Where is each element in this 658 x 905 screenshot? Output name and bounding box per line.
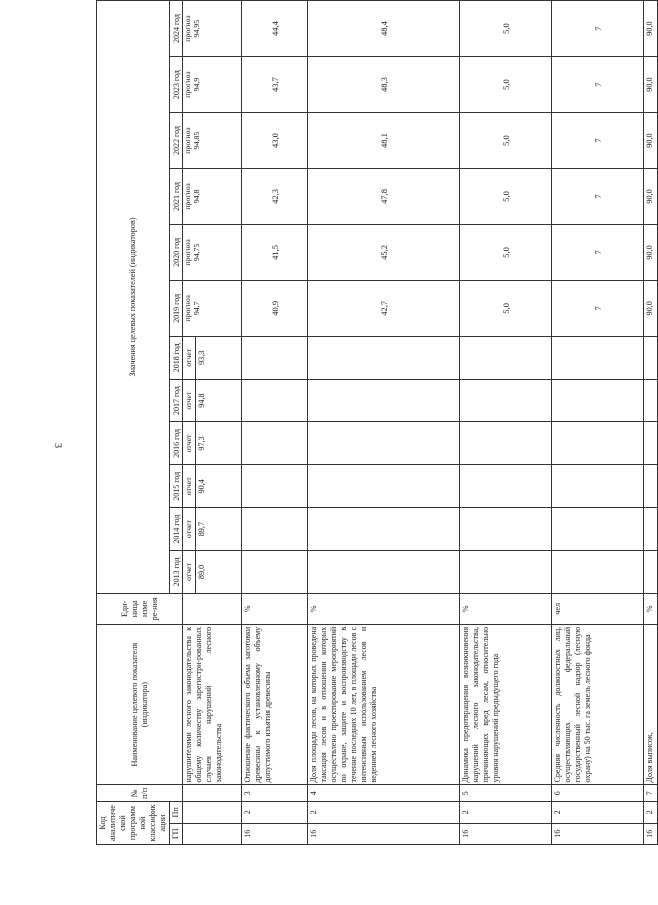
cell-num: 3 xyxy=(242,785,308,802)
cell-value: 7 xyxy=(552,57,644,113)
cell-value xyxy=(552,422,644,465)
cell-value xyxy=(242,422,308,465)
cell-num: 5 xyxy=(460,785,552,802)
header-name: Наименование целевого показателя (индикатора) xyxy=(97,624,183,785)
cell-value: 5,0 xyxy=(460,113,552,169)
cell-value: 89,7 xyxy=(196,508,242,551)
header-year: 2015 год xyxy=(170,465,183,508)
cell-gp: 16 xyxy=(460,823,552,844)
cell-value xyxy=(460,336,552,379)
value: 94,75 xyxy=(192,243,201,262)
cell-value xyxy=(552,465,644,508)
cell-value xyxy=(308,508,460,551)
cell-value xyxy=(460,379,552,422)
table-header xyxy=(97,1,183,845)
header-year: 2021 год xyxy=(170,169,183,225)
cell-gp: 16 xyxy=(242,823,308,844)
cell-value: 43,0 xyxy=(242,113,308,169)
header-year: 2024 год xyxy=(170,1,183,57)
cell-value: 7 xyxy=(552,169,644,225)
table-row xyxy=(183,1,196,845)
cell-value: 7 xyxy=(552,1,644,57)
cell-value: 45,2 xyxy=(308,224,460,280)
cell-pp: 2 xyxy=(242,802,308,823)
table-row xyxy=(552,1,644,845)
cell-value xyxy=(644,465,658,508)
cell-unit: % xyxy=(460,593,552,624)
cell-value: 41,5 xyxy=(242,224,308,280)
header-year: 2014 год xyxy=(170,508,183,551)
cell-value: 5,0 xyxy=(460,57,552,113)
cell-indicator-name: Доля площади лесов, на которых проведена таксация лесов и в отношении которых осуществлено проектирование мероприятий по охране, защите и воспроизводству в течение последних 10 лет, в площади лесов с интенсивным использованием лесов и ведением лесного хозяйства xyxy=(308,624,460,785)
cell-value: 44,4 xyxy=(242,1,308,57)
table-row xyxy=(242,1,308,845)
cell-value xyxy=(644,379,658,422)
header-unit: Еди-ница изме ре-ния xyxy=(97,593,183,624)
cell-value: 48,1 xyxy=(308,113,460,169)
cell-value xyxy=(460,508,552,551)
cell-value: 94,8 xyxy=(196,379,242,422)
cell-value: 90,0 xyxy=(644,57,658,113)
cell-value xyxy=(644,551,658,594)
cell-value-type-and-value xyxy=(183,57,242,113)
cell-value xyxy=(460,465,552,508)
cell-pp: 2 xyxy=(460,802,552,823)
cell-num: 4 xyxy=(308,785,460,802)
cell-value xyxy=(308,336,460,379)
cell-indicator-name: Динамика предотвращения возникновения нарушений лесного законодательства, причиняющих вред лесам, относительно уровня нарушений предыдущего года xyxy=(460,624,552,785)
cell-num xyxy=(183,785,242,802)
cell-value: 93,3 xyxy=(196,336,242,379)
cell-value-type: отчет xyxy=(183,422,196,465)
cell-num: 6 xyxy=(552,785,644,802)
cell-value-type: отчет xyxy=(183,336,196,379)
value: 94,95 xyxy=(192,19,201,38)
cell-value: 48,4 xyxy=(308,1,460,57)
cell-indicator-name: Доля выписок, xyxy=(644,624,658,785)
cell-value: 97,3 xyxy=(196,422,242,465)
cell-gp xyxy=(183,823,242,844)
cell-value xyxy=(308,465,460,508)
cell-value-type-and-value xyxy=(183,113,242,169)
header-num: № п/п xyxy=(97,785,183,802)
cell-gp: 16 xyxy=(644,823,658,844)
header-pp: Пп xyxy=(170,802,183,823)
cell-unit: % xyxy=(242,593,308,624)
value-type: прогноз xyxy=(183,71,192,98)
cell-gp: 16 xyxy=(552,823,644,844)
rotated-table-page xyxy=(96,0,654,845)
cell-value xyxy=(308,379,460,422)
cell-value xyxy=(460,551,552,594)
cell-value xyxy=(644,336,658,379)
cell-value xyxy=(242,379,308,422)
header-year: 2016 год xyxy=(170,422,183,465)
cell-value: 5,0 xyxy=(460,1,552,57)
header-year: 2022 год xyxy=(170,113,183,169)
cell-value: 7 xyxy=(552,224,644,280)
cell-value xyxy=(242,508,308,551)
cell-pp: 2 xyxy=(552,802,644,823)
value-type: прогноз xyxy=(183,183,192,210)
header-year: 2017 год xyxy=(170,379,183,422)
cell-value: 47,8 xyxy=(308,169,460,225)
cell-value xyxy=(552,508,644,551)
cell-indicator-name: нарушителями лесного законодательства к общему количеству зарегистри-рованных случаев нарушений лесного законодательства xyxy=(183,624,242,785)
cell-value: 90,4 xyxy=(196,465,242,508)
cell-value xyxy=(552,551,644,594)
cell-pp: 2 xyxy=(644,802,658,823)
cell-indicator-name: Средняя численность должностных лиц, осуществляющих федеральный государственный лесной надзор (лесную охрану) на 50 тыс. га земель лесного фонда xyxy=(552,624,644,785)
cell-value xyxy=(308,422,460,465)
cell-unit: % xyxy=(308,593,460,624)
cell-pp: 2 xyxy=(308,802,460,823)
cell-value xyxy=(308,551,460,594)
cell-value-type-and-value xyxy=(183,1,242,57)
cell-value: 90,0 xyxy=(644,224,658,280)
table-row xyxy=(308,1,460,845)
cell-value xyxy=(242,465,308,508)
cell-value: 90,0 xyxy=(644,113,658,169)
header-values-group: Значения целевых показателей (индикаторов) xyxy=(97,1,170,594)
cell-value: 42,3 xyxy=(242,169,308,225)
cell-value-type-and-value xyxy=(183,169,242,225)
cell-value: 5,0 xyxy=(460,224,552,280)
header-year: 2020 год xyxy=(170,224,183,280)
cell-value: 90,0 xyxy=(644,169,658,225)
cell-value xyxy=(644,508,658,551)
cell-value xyxy=(460,422,552,465)
header-year: 2019 год xyxy=(170,280,183,336)
cell-value: 43,7 xyxy=(242,57,308,113)
cell-value: 48,3 xyxy=(308,57,460,113)
cell-value-type: отчет xyxy=(183,508,196,551)
cell-value: 40,9 xyxy=(242,280,308,336)
cell-indicator-name: Отношение фактического объема заготовки древесины к установленному объему допустимого изъятия древесины xyxy=(242,624,308,785)
cell-value-type: отчет xyxy=(183,465,196,508)
cell-value xyxy=(242,336,308,379)
cell-value: 90,0 xyxy=(644,280,658,336)
cell-value: 7 xyxy=(552,113,644,169)
cell-num: 7 xyxy=(644,785,658,802)
value: 94,85 xyxy=(192,131,201,150)
cell-value xyxy=(242,551,308,594)
cell-value-type: отчет xyxy=(183,379,196,422)
cell-value: 7 xyxy=(552,280,644,336)
cell-value: 90,0 xyxy=(644,1,658,57)
cell-value-type-and-value xyxy=(183,224,242,280)
page-number: 3 xyxy=(52,443,63,448)
header-gp: ГП xyxy=(170,823,183,844)
cell-value: 5,0 xyxy=(460,169,552,225)
cell-pp xyxy=(183,802,242,823)
cell-value: 89,0 xyxy=(196,551,242,594)
cell-unit xyxy=(183,593,242,624)
value-type: прогноз xyxy=(183,15,192,42)
cell-unit: чел xyxy=(552,593,644,624)
cell-gp: 16 xyxy=(308,823,460,844)
cell-value xyxy=(552,379,644,422)
header-year: 2023 год xyxy=(170,57,183,113)
value: 94,8 xyxy=(192,189,201,204)
header-year: 2013 год xyxy=(170,551,183,594)
cell-value-type-and-value xyxy=(183,280,242,336)
table-row xyxy=(644,1,658,845)
cell-value xyxy=(552,336,644,379)
cell-value: 42,7 xyxy=(308,280,460,336)
cell-value: 5,0 xyxy=(460,280,552,336)
header-year: 2018 год xyxy=(170,336,183,379)
cell-value xyxy=(644,422,658,465)
header-code: Код аналитической программной классификации xyxy=(97,802,170,845)
value: 94,7 xyxy=(192,301,201,316)
value: 94,9 xyxy=(192,77,201,92)
indicators-table xyxy=(96,0,658,845)
value-type: прогноз xyxy=(183,295,192,322)
cell-value-type: отчет xyxy=(183,551,196,594)
cell-unit: % xyxy=(644,593,658,624)
value-type: прогноз xyxy=(183,239,192,266)
table-row xyxy=(460,1,552,845)
value-type: прогноз xyxy=(183,127,192,154)
